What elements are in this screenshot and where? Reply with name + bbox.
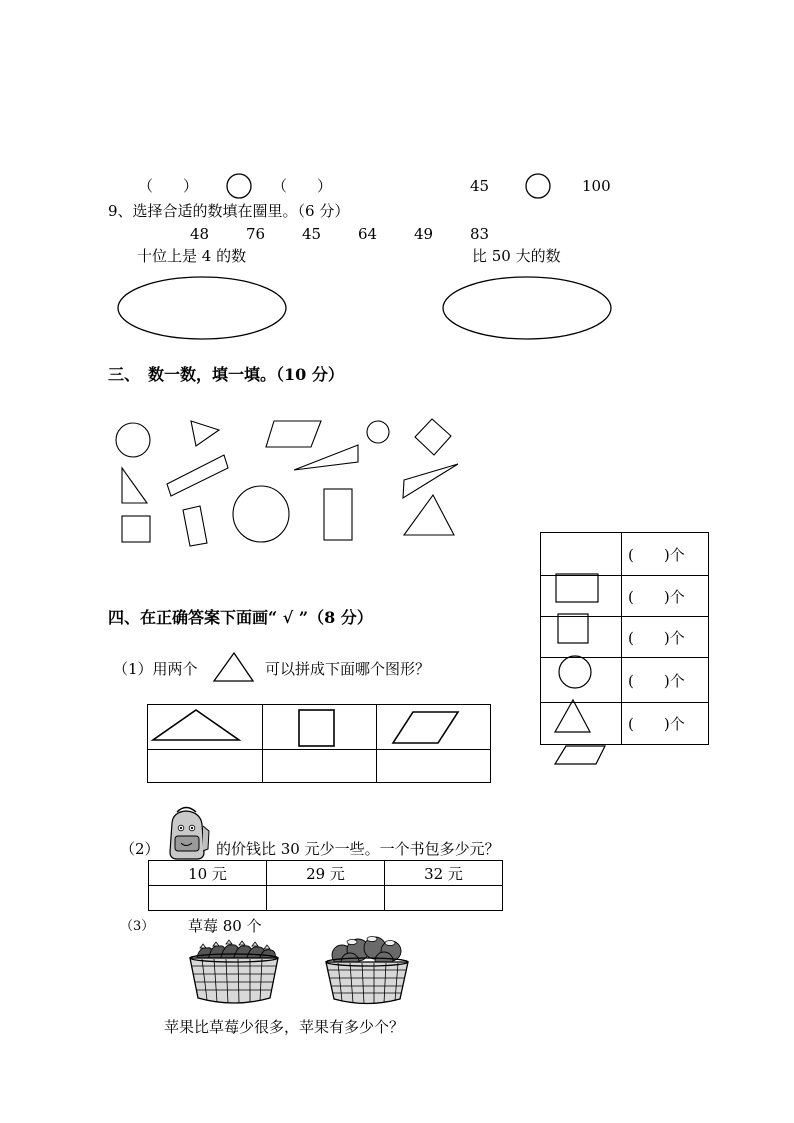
count-cell[interactable]: ( )个: [622, 533, 709, 576]
count-table: [540, 532, 709, 745]
price-option: 10 元: [149, 861, 267, 886]
q9-number: 45: [302, 225, 322, 243]
section4-title: 四、在正确答案下面画“ √ ”（8 分）: [108, 608, 373, 627]
q9-number: 76: [246, 225, 266, 243]
answer-cell[interactable]: [263, 750, 377, 783]
shape-square: [415, 419, 451, 455]
shape-triangle: [403, 464, 458, 498]
compare-circle-left[interactable]: [227, 174, 251, 198]
price-option: 29 元: [267, 861, 385, 886]
q8-number-right: 100: [582, 177, 611, 195]
price-option: 32 元: [385, 861, 503, 886]
shape-parallelogram: [266, 421, 321, 447]
answer-cell[interactable]: [267, 886, 385, 911]
shape-circle: [367, 421, 389, 443]
q8-left-blank[interactable]: （ ）: [138, 177, 199, 195]
count-row-icon-cell: [541, 576, 622, 617]
q4-1-option-table: [147, 704, 491, 783]
shape-triangle: [294, 445, 358, 470]
answer-cell[interactable]: [385, 886, 503, 911]
shape-circle: [233, 486, 289, 542]
shape-rectangle: [324, 489, 352, 540]
count-row-icon-cell: [541, 658, 622, 703]
answer-oval-right[interactable]: [443, 277, 611, 339]
shape-rectangle: [183, 506, 207, 546]
option-cell-square: [263, 705, 377, 750]
q9-title: 9、选择合适的数填在圈里。（6 分）: [108, 202, 350, 220]
count-row-parallelogram-icon: [555, 746, 605, 764]
q4-3-prefix: （3）: [120, 919, 155, 934]
q4-2-suffix: 的价钱比 30 元少一些。一个书包多少元？: [216, 840, 500, 858]
answer-cell[interactable]: [149, 886, 267, 911]
q4-2-price-table: [148, 860, 503, 911]
q8-number-left: 45: [470, 177, 490, 195]
apple-basket-icon: [326, 937, 408, 1005]
q9-number: 64: [358, 225, 378, 243]
q4-3-question: 苹果比草莓少很多，苹果有多少个？: [164, 1018, 405, 1036]
q9-label-right: 比 50 大的数: [472, 247, 561, 265]
answer-oval-left[interactable]: [118, 277, 286, 339]
compare-circle-right[interactable]: [526, 174, 550, 198]
count-table-corner: [541, 533, 622, 576]
q9-number: 83: [470, 225, 490, 243]
q9-label-left: 十位上是 4 的数: [137, 247, 247, 265]
shape-circle: [116, 423, 150, 457]
q8-right-blank[interactable]: （ ）: [272, 177, 333, 195]
q4-1-suffix: 可以拼成下面哪个图形？: [265, 660, 431, 678]
count-cell[interactable]: ( )个: [622, 658, 709, 703]
count-row-icon-cell: [541, 703, 622, 745]
count-cell[interactable]: ( )个: [622, 703, 709, 745]
option-cell-triangle: [148, 705, 263, 750]
answer-cell[interactable]: [377, 750, 491, 783]
shape-rectangle: [167, 455, 228, 496]
count-cell[interactable]: ( )个: [622, 576, 709, 617]
shape-triangle: [122, 468, 147, 503]
q4-1-prefix: （1）用两个: [113, 660, 198, 678]
strawberry-basket-icon: [190, 940, 278, 1003]
shape-triangle: [191, 421, 219, 446]
shape-square: [122, 516, 150, 542]
answer-cell[interactable]: [148, 750, 263, 783]
shape-triangle: [404, 495, 454, 535]
count-cell[interactable]: ( )个: [622, 617, 709, 658]
q4-2-prefix: （2）: [120, 840, 160, 858]
count-row-icon-cell: [541, 617, 622, 658]
strawberry-count-label: 草莓 80 个: [188, 917, 262, 935]
option-cell-parallelogram: [377, 705, 491, 750]
backpack-icon: [170, 808, 209, 860]
section3-title: 三、 数一数，填一填。（10 分）: [108, 365, 344, 384]
small-triangle-icon: [214, 653, 253, 681]
q9-number: 49: [414, 225, 434, 243]
q9-number: 48: [190, 225, 210, 243]
